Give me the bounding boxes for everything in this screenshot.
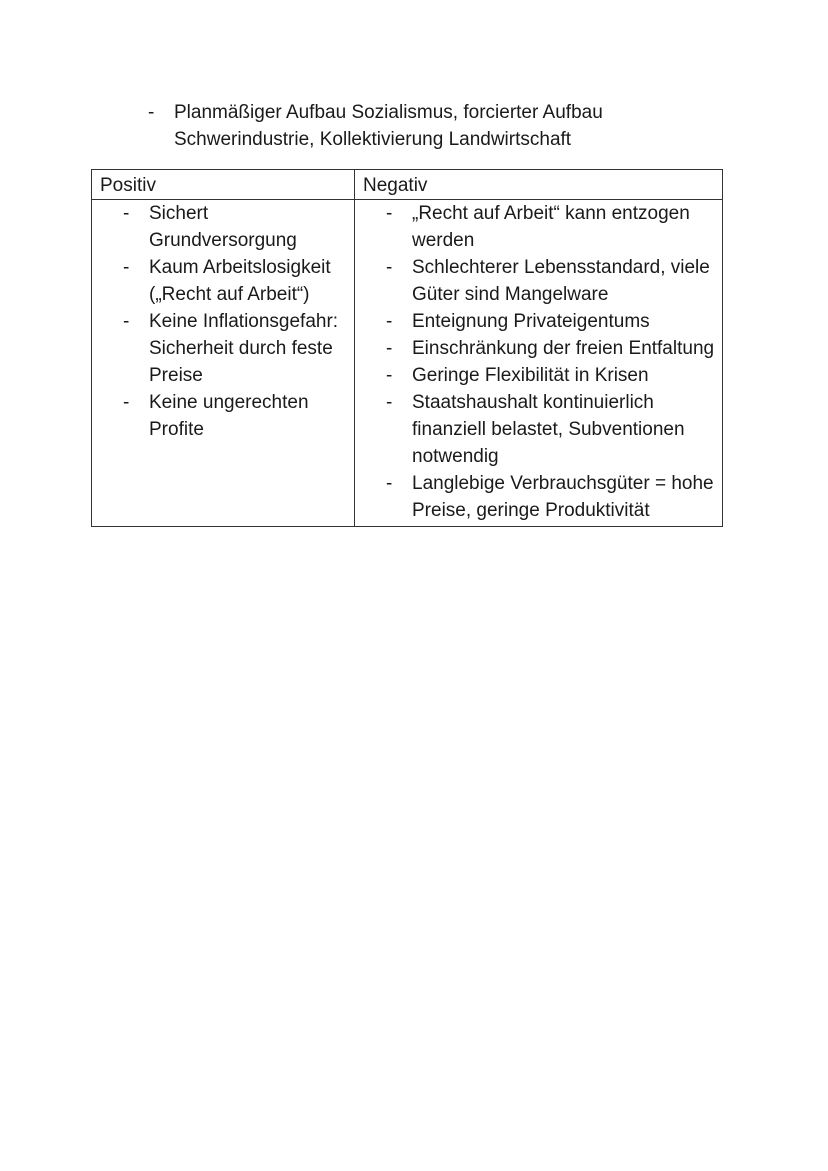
- list-item: [123, 389, 350, 443]
- list-item: [386, 389, 718, 470]
- bullet-dash: -: [123, 392, 130, 413]
- bullet-dash: -: [386, 365, 393, 386]
- list-item-text: Sichert Grundversorgung: [149, 203, 297, 251]
- list-item-text: Staatshaushalt kontinuierlich finanziell belastet, Subventionen notwendig: [412, 392, 685, 467]
- list-item-text: Enteignung Privateigentums: [412, 311, 650, 332]
- bullet-dash: -: [386, 338, 393, 359]
- bullet-dash: -: [386, 203, 393, 224]
- list-item-text: Kaum Arbeitslosigkeit („Recht auf Arbeit“): [149, 257, 331, 305]
- list-item-text: „Recht auf Arbeit“ kann entzogen werden: [412, 203, 690, 251]
- table-header-row: [92, 170, 723, 200]
- negativ-list: [355, 200, 722, 526]
- bullet-dash: -: [123, 311, 130, 332]
- list-item: [123, 308, 350, 389]
- list-item-text: Schlechterer Lebensstandard, viele Güter sind Mangelware: [412, 257, 710, 305]
- bullet-dash: -: [386, 392, 393, 413]
- header-positiv: Positiv: [92, 170, 355, 200]
- positiv-list: [92, 200, 354, 445]
- table-row: [92, 200, 723, 527]
- list-item-text: Langlebige Verbrauchsgüter = hohe Preise, geringe Produktivität: [412, 473, 714, 521]
- comparison-table: [91, 169, 723, 527]
- list-item-text: Geringe Flexibilität in Krisen: [412, 365, 649, 386]
- bullet-dash: -: [386, 311, 393, 332]
- list-item: [386, 470, 718, 524]
- list-item-text: Keine ungerechten Profite: [149, 392, 309, 440]
- list-item: [386, 308, 718, 335]
- list-item: [123, 254, 350, 308]
- list-item: [123, 200, 350, 254]
- bullet-dash: -: [148, 102, 155, 123]
- list-item: [386, 362, 718, 389]
- list-item-text: Keine Inflationsgefahr: Sicherheit durch feste Preise: [149, 311, 339, 386]
- list-item: [386, 200, 718, 254]
- bullet-dash: -: [386, 257, 393, 278]
- bullet-dash: -: [123, 257, 130, 278]
- cell-negativ: [355, 200, 723, 527]
- bullet-dash: -: [123, 203, 130, 224]
- list-item: [386, 335, 718, 362]
- header-negativ: Negativ: [355, 170, 723, 200]
- bullet-dash: -: [386, 473, 393, 494]
- intro-bullet: [148, 99, 668, 153]
- list-item-text: Einschränkung der freien Entfaltung: [412, 338, 715, 359]
- intro-text: Planmäßiger Aufbau Sozialismus, forcierter Aufbau Schwerindustrie, Kollektivierung Landwirtschaft: [174, 102, 603, 150]
- cell-positiv: [92, 200, 355, 527]
- list-item: [386, 254, 718, 308]
